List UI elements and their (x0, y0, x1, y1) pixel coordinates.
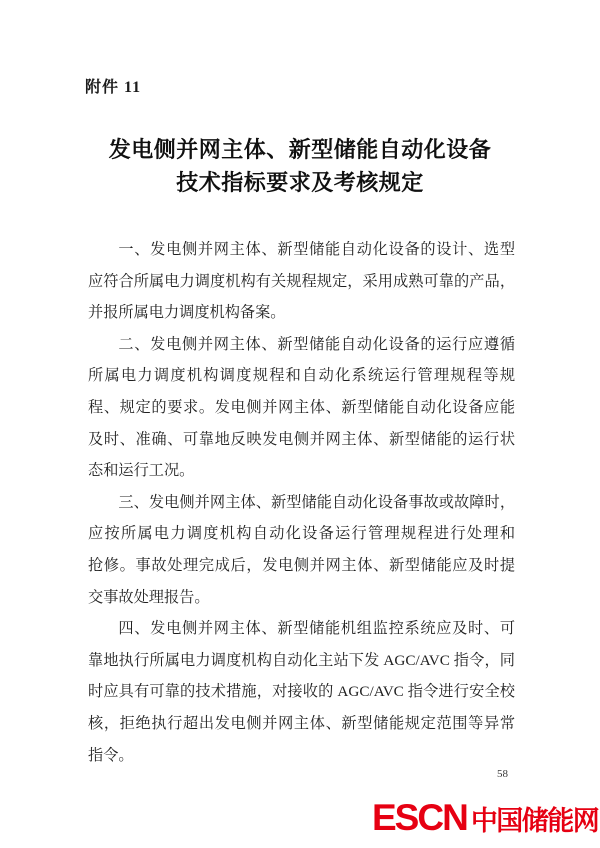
body-line: 态和运行工况。 (88, 462, 195, 480)
body-line: 指令。 (88, 746, 134, 764)
body-line: 四、发电侧并网主体、新型储能机组监控系统应及时、可 (118, 620, 515, 638)
logo-chinese-text: 中国储能网 (470, 806, 599, 836)
body-line: 靠地执行所属电力调度机构自动化主站下发 AGC/AVC 指令，同 (88, 651, 515, 669)
title-line-1: 发电侧并网主体、新型储能自动化设备 (108, 137, 492, 162)
body-line: 核，拒绝执行超出发电侧并网主体、新型储能规定范围等异常 (88, 714, 515, 732)
paragraph-2 (88, 329, 515, 487)
body-line: 程、规定的要求。发电侧并网主体、新型储能自动化设备应能 (88, 398, 515, 416)
body-line: 应符合所属电力调度机构有关规程规定，采用成熟可靠的产品， (88, 272, 515, 290)
body-line: 所属电力调度机构调度规程和自动化系统运行管理规程等规 (88, 367, 515, 385)
attachment-label: 附件 11 (85, 79, 142, 96)
paragraph-1 (88, 234, 515, 329)
paragraph-3 (88, 487, 515, 613)
document-body (88, 234, 515, 771)
body-line: 二、发电侧并网主体、新型储能自动化设备的运行应遵循 (118, 335, 515, 353)
body-line: 及时、准确、可靠地反映发电侧并网主体、新型储能的运行状 (88, 430, 515, 448)
paragraph-4 (88, 613, 515, 771)
title-line-2: 技术指标要求及考核规定 (176, 170, 424, 195)
logo-latin-text: ESCN (372, 797, 467, 838)
body-line: 一、发电侧并网主体、新型储能自动化设备的设计、选型 (118, 241, 515, 258)
body-line: 三、发电侧并网主体、新型储能自动化设备事故或故障时， (118, 493, 515, 511)
body-line: 时应具有可靠的技术措施，对接收的 AGC/AVC 指令进行安全校 (88, 683, 515, 701)
body-line: 交事故处理报告。 (88, 588, 210, 606)
page-number: 58 (497, 768, 508, 780)
body-line: 抢修。事故处理完成后，发电侧并网主体、新型储能应及时提 (88, 556, 515, 574)
document-title (0, 133, 600, 199)
body-line: 应按所属电力调度机构自动化设备运行管理规程进行处理和 (88, 525, 515, 543)
escn-logo (372, 799, 598, 836)
body-line: 并报所属电力调度机构备案。 (88, 304, 286, 322)
